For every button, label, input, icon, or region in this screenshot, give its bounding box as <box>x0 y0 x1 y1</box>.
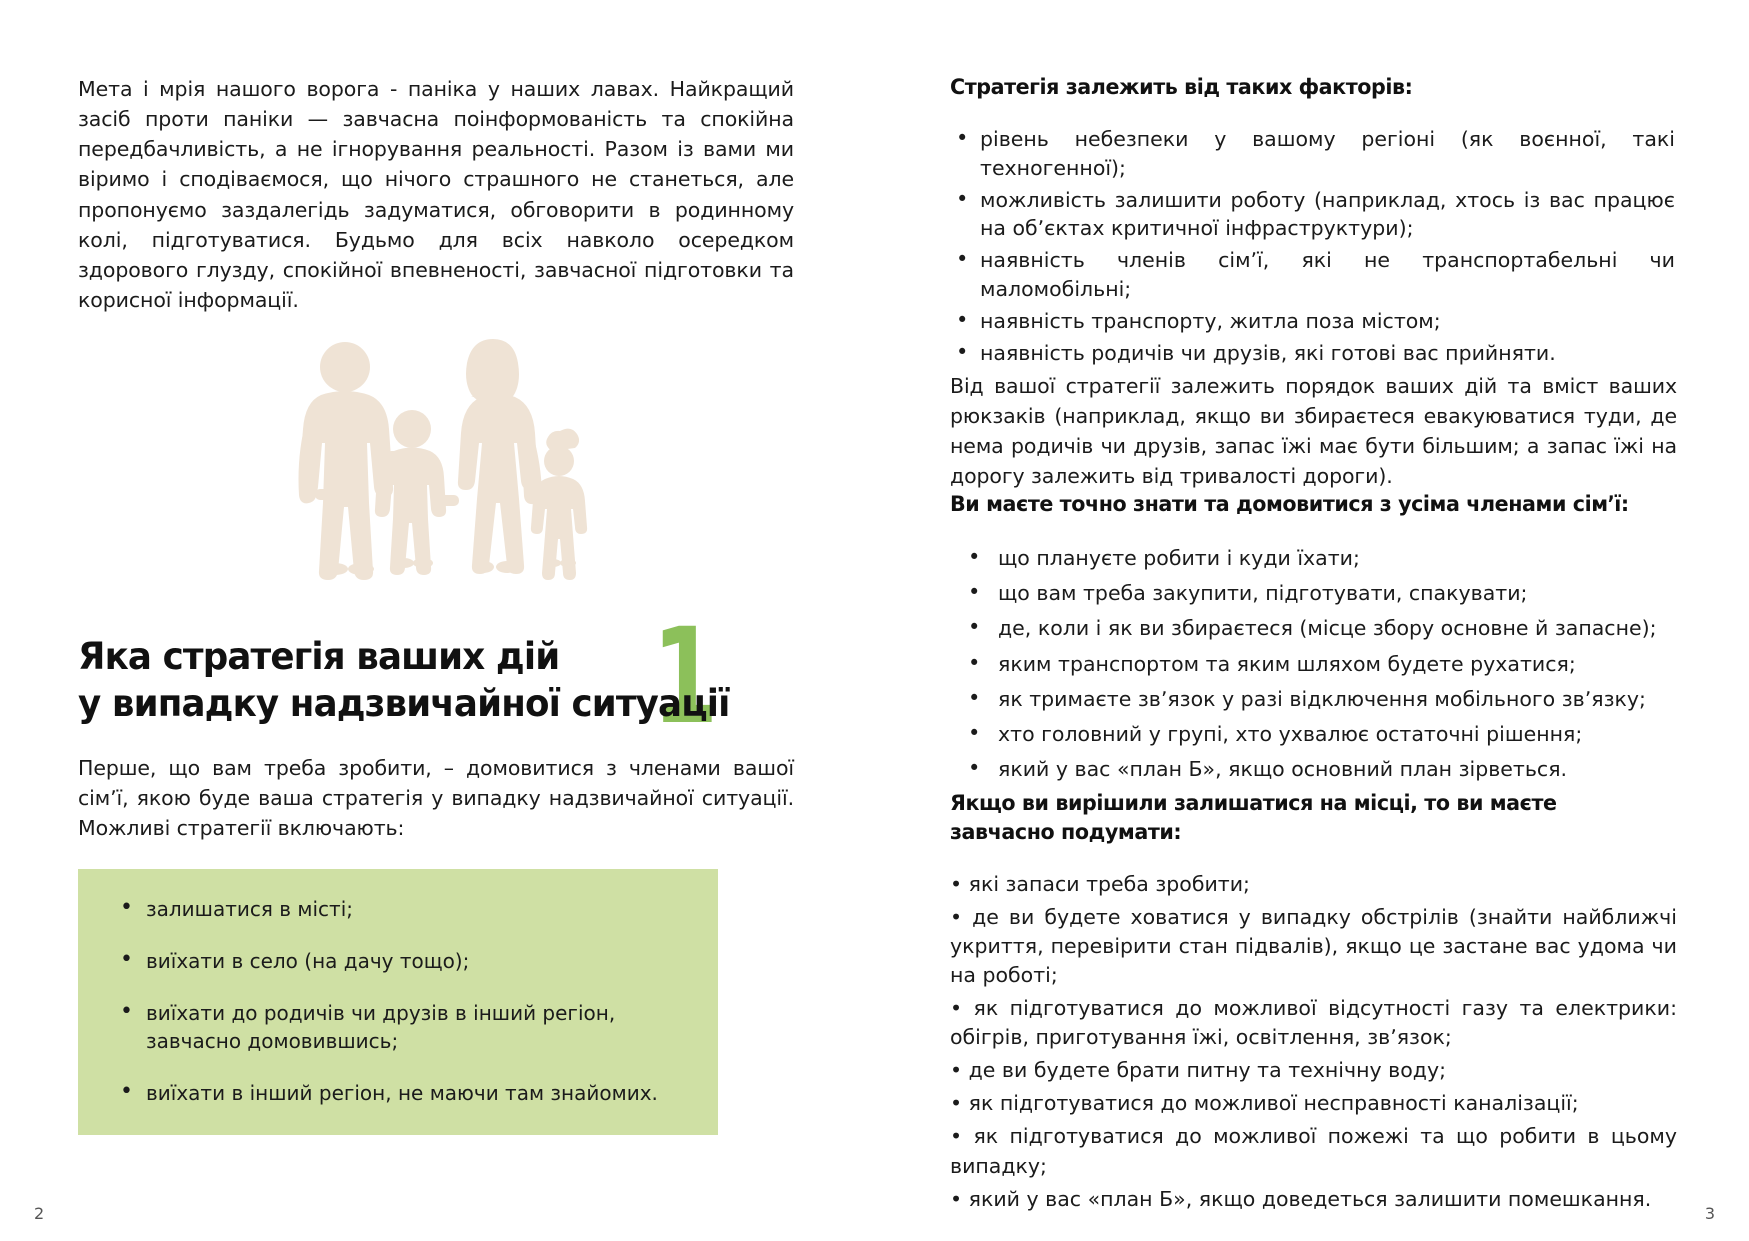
list-item: • виїхати в інший регіон, не маючи там знайомих. <box>146 1079 684 1107</box>
strategy-intro-paragraph: Перше, що вам треба зробити, – домовитися з членами вашої сім՚ї, якою буде ваша стратегія у випадку надзвичайної ситуації. Можливі стратегії включають: <box>78 756 794 841</box>
section-heading-block <box>78 600 794 754</box>
list-item: • який у вас «план Б», якщо основний план зірветься. <box>998 755 1677 784</box>
list-item: • де, коли і як ви збираєтеся (місце збору основне й запасне); <box>998 614 1677 643</box>
heading-agree: Ви маєте точно знати та домовитися з усіма членами сім՚ї: <box>950 492 1629 518</box>
list-item: • виїхати до родичів чи друзів в інший регіон, завчасно домовившись; <box>146 999 684 1055</box>
list-item: • що вам треба закупити, підготувати, спакувати; <box>998 579 1677 608</box>
list-item: • як тримаєте зв՚язок у разі відключення мобільного зв՚язку; <box>998 685 1677 714</box>
list-item: • які запаси треба зробити; <box>950 871 1250 896</box>
stay-list <box>950 870 1677 1214</box>
page-title-line-2: у випадку надзвичайної ситуації <box>78 681 730 726</box>
list-item: • де ви будете брати питну та технічну воду; <box>950 1058 1446 1083</box>
family-silhouette-illustration <box>78 337 794 627</box>
list-item: • залишатися в місті; <box>146 895 684 923</box>
list-item: • наявність транспорту, житла поза містом; <box>980 307 1677 336</box>
list-item: • як підготуватися до можливої пожежі та що робити в цьому випадку; <box>950 1124 1677 1178</box>
intro-paragraph: Мета і мрія нашого ворога - паніка у наших лавах. Найкращий засіб проти паніки — завчасна поінформованість та спокійна передбачливість, а не ігнорування реальності. Разом із вами ми віримо і сподіваємося, що нічого страшного не станеться, але пропонуємо заздалегідь задуматися, обговорити в родинному колі, підготуватися. Будьмо для всіх навколо осередком здорового глузду, спокійної впевненості, завчасної підготовки та корисної інформації. <box>78 77 794 312</box>
list-item: • хто головний у групі, хто ухвалює остаточні рішення; <box>998 720 1677 749</box>
right-page <box>874 0 1749 1241</box>
agreement-list <box>950 544 1677 784</box>
list-item: • як підготуватися до можливої несправності каналізації; <box>950 1091 1579 1116</box>
list-item: • наявність родичів чи друзів, які готові вас прийняти. <box>980 339 1677 368</box>
page-number-left: 2 <box>34 1204 45 1223</box>
page-number-right: 3 <box>1704 1204 1715 1223</box>
page-title-line-1: Яка стратегія ваших дій <box>78 634 560 678</box>
heading-stay: Якщо ви вирішили залишатися на місці, то ви маєте завчасно подумати: <box>950 790 1557 845</box>
section-number: 1 <box>652 600 714 754</box>
factors-list <box>950 125 1677 368</box>
page-title <box>78 633 758 728</box>
list-item: • який у вас «план Б», якщо доведеться залишити помешкання. <box>950 1186 1652 1211</box>
list-item: • як підготуватися до можливої відсутності газу та електрики: обігрів, приготування їжі, освітлення, зв՚язок; <box>950 996 1677 1050</box>
list-item: • що плануєте робити і куди їхати; <box>998 544 1677 573</box>
list-item: • можливість залишити роботу (наприклад, хтось із вас працює на об՚єктах критичної інфраструктури); <box>980 186 1677 244</box>
heading-factors: Стратегія залежить від таких факторів: <box>950 75 1413 100</box>
strategy-options-list <box>112 895 684 1107</box>
list-item: • виїхати в село (на дачу тощо); <box>146 947 684 975</box>
left-page <box>0 0 874 1241</box>
list-item: • де ви будете ховатися у випадку обстрілів (знайти найближчі укриття, перевірити стан підвалів), якщо це застане вас удома чи на роботі; <box>950 904 1677 987</box>
strategy-dependency-paragraph: Від вашої стратегії залежить порядок ваших дій та вміст ваших рюкзаків (наприклад, якщо ви збираєтеся евакуюватися туди, де нема родичів чи друзів, запас їжі має бути більшим; а запас їжі на дорогу залежить від тривалості дороги). <box>950 373 1677 489</box>
list-item: • наявність членів сім՚ї, які не транспортабельні чи маломобільні; <box>980 246 1677 304</box>
list-item: • рівень небезпеки у вашому регіоні (як воєнної, такі техногенної); <box>980 125 1677 183</box>
strategy-options-box <box>78 869 718 1135</box>
list-item: • яким транспортом та яким шляхом будете рухатися; <box>998 650 1677 679</box>
